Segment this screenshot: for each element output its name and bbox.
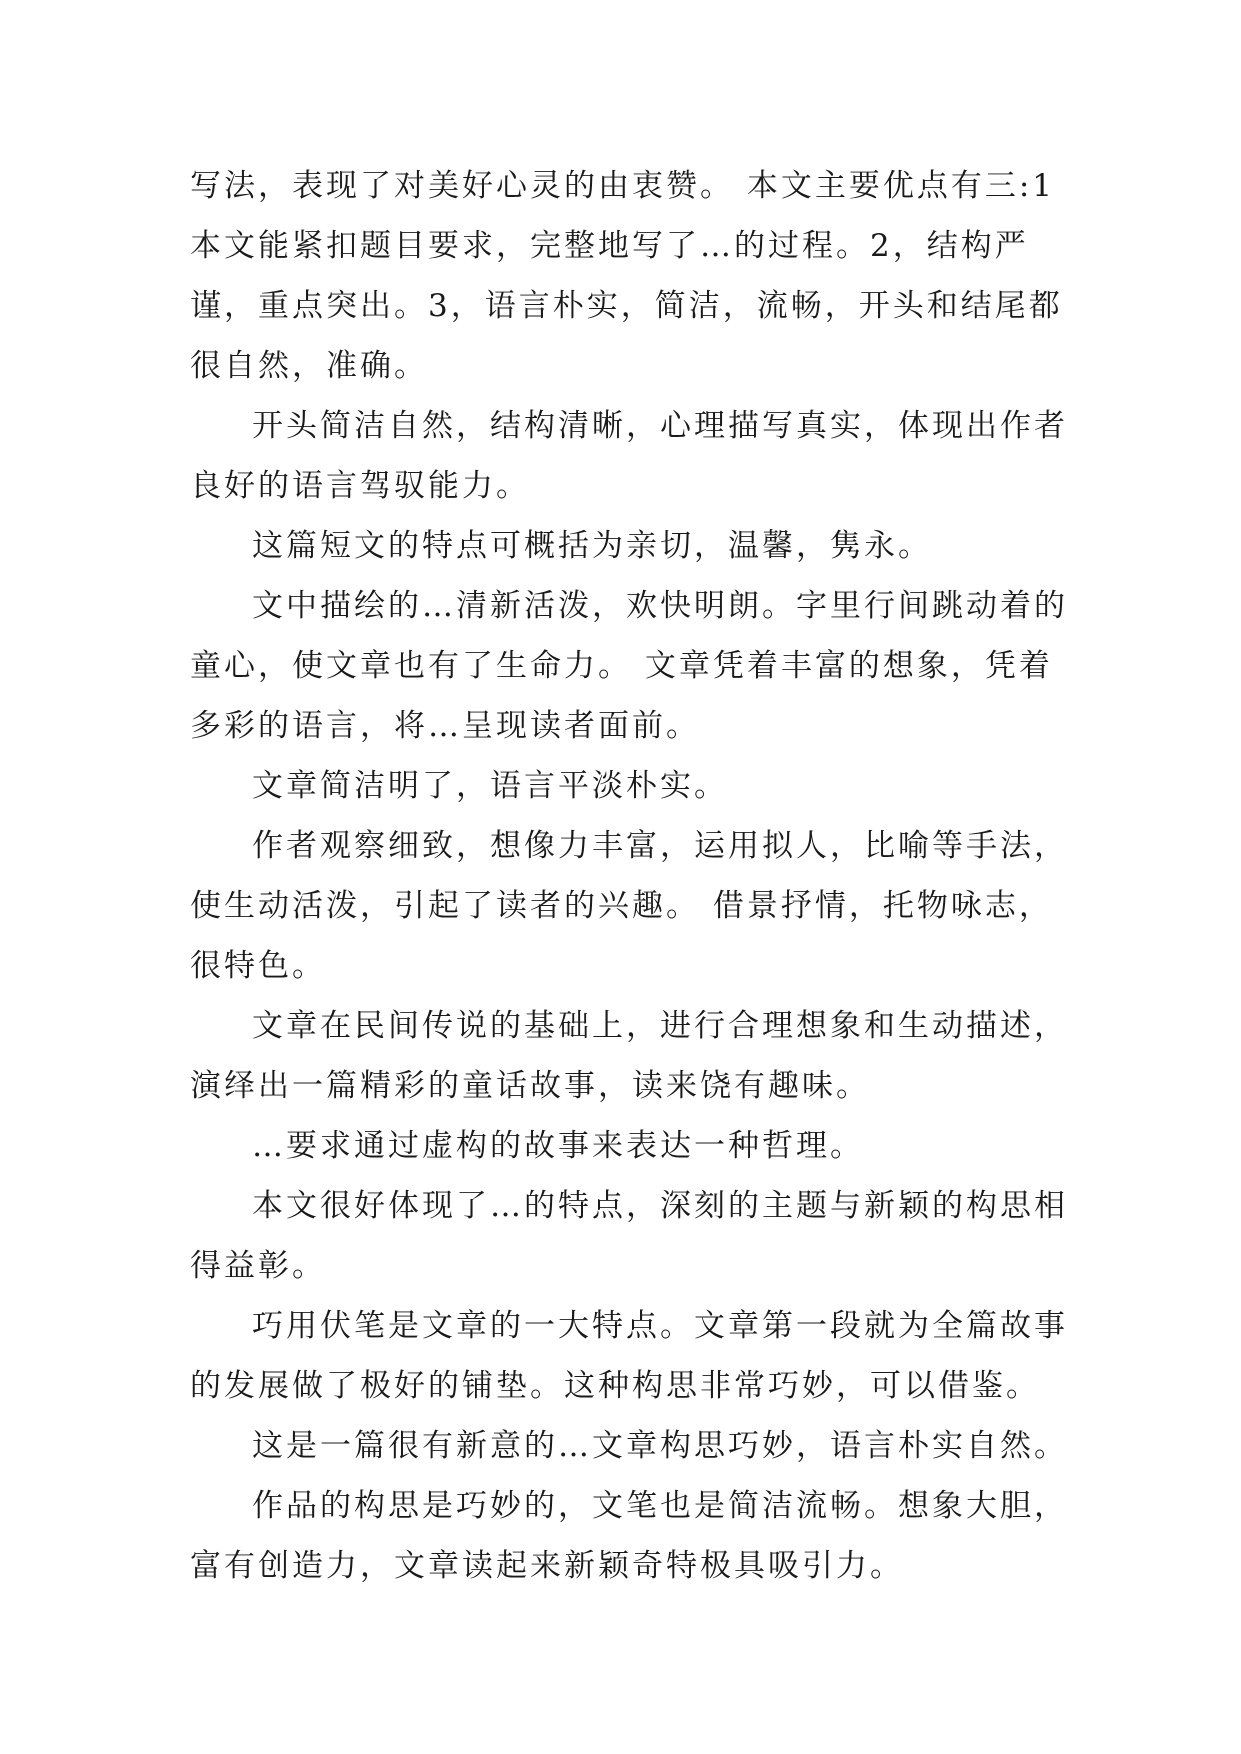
paragraph-7: 文章在民间传说的基础上，进行合理想象和生动描述，演绎出一篇精彩的童话故事，读来饶有趣味。 [190,1008,1068,1104]
paragraph-6: 作者观察细致，想像力丰富，运用拟人，比喻等手法，使生动活泼，引起了读者的兴趣。 借景抒情，托物咏志，很特色。 [190,828,1068,984]
paragraph-4: 文中描绘的…清新活泼，欢快明朗。字里行间跳动着的童心，使文章也有了生命力。 文章凭着丰富的想象，凭着多彩的语言，将…呈现读者面前。 [190,588,1068,744]
paragraph-8: …要求通过虚构的故事来表达一种哲理。 [252,1128,864,1164]
paragraph-9: 本文很好体现了…的特点，深刻的主题与新颖的构思相得益彰。 [190,1188,1068,1284]
paragraph-1: 写法，表现了对美好心灵的由衷赞。 本文主要优点有三:1本文能紧扣题目要求，完整地写了…的过程。2，结构严谨，重点突出。3，语言朴实，简洁，流畅，开头和结尾都很自然，准确。 [190,168,1063,384]
paragraph-5: 文章简洁明了，语言平淡朴实。 [252,768,728,804]
paragraph-12: 作品的构思是巧妙的，文笔也是简洁流畅。想象大胆，富有创造力，文章读起来新颖奇特极具吸引力。 [190,1488,1068,1584]
paragraph-10: 巧用伏笔是文章的一大特点。文章第一段就为全篇故事的发展做了极好的铺垫。这种构思非常巧妙，可以借鉴。 [190,1308,1068,1404]
paragraph-3: 这篇短文的特点可概括为亲切，温馨，隽永。 [252,528,932,564]
paragraph-2: 开头简洁自然，结构清晰，心理描写真实，体现出作者良好的语言驾驭能力。 [190,408,1068,504]
paragraph-11: 这是一篇很有新意的…文章构思巧妙，语言朴实自然。 [252,1428,1068,1464]
document-body [190,156,1070,1596]
